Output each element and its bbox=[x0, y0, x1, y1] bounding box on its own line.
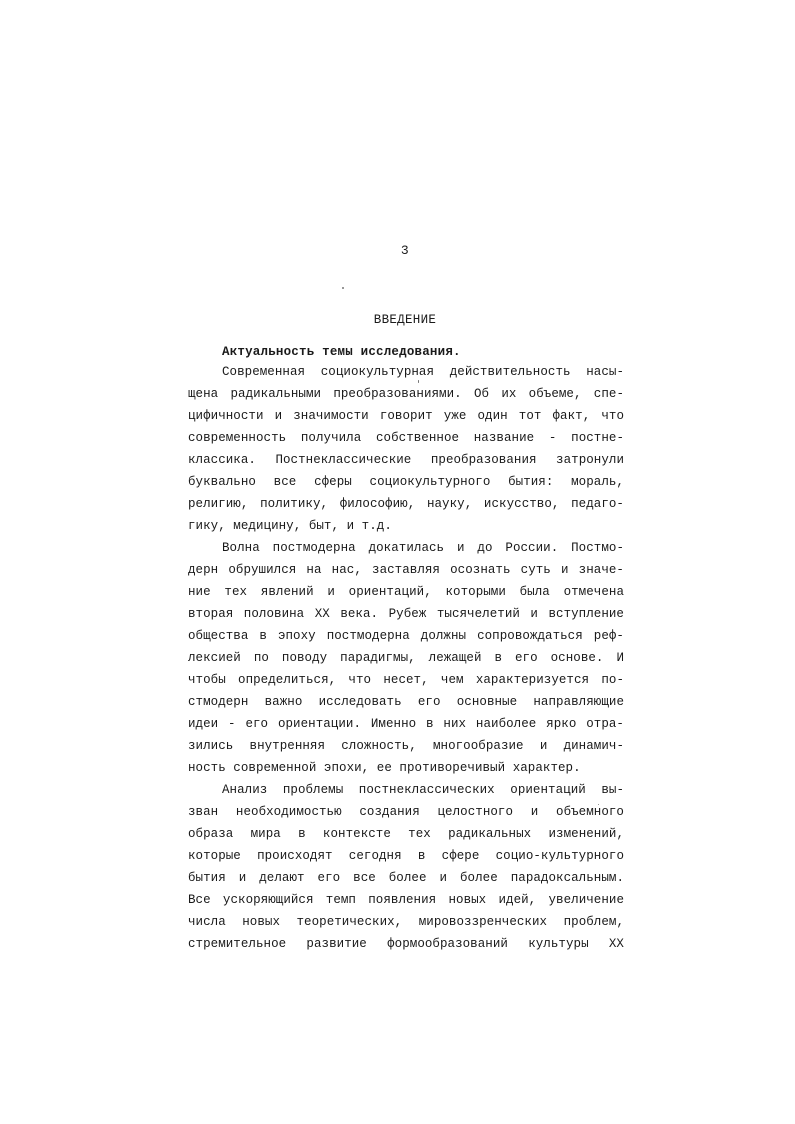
text-line: буквально все сферы социокультурного бытия: мораль, bbox=[188, 475, 624, 489]
text-line: стремительное развитие формообразований культуры XX bbox=[188, 937, 624, 951]
text-line: цифичности и значимости говорит уже один тот факт, что bbox=[188, 409, 624, 423]
text-line: классика. Постнеклассические преобразования затронули bbox=[188, 453, 624, 467]
text-line: религию, политику, философию, науку, искусство, педаго- bbox=[188, 497, 624, 511]
text-line: которые происходят сегодня в сфере социо-культурного bbox=[188, 849, 624, 863]
text-line: дерн обрушился на нас, заставляя осознать суть и значе- bbox=[188, 563, 624, 577]
text-line: современность получила собственное название - постне- bbox=[188, 431, 624, 445]
text-line: Волна постмодерна докатилась и до России. Постмо- bbox=[222, 541, 624, 555]
text-line: гику, медицину, быт, и т.д. bbox=[188, 519, 392, 533]
text-line: щена радикальными преобразованиями. Об их объеме, спе- bbox=[188, 387, 624, 401]
text-line: лексией по поводу парадигмы, лежащей в его основе. И bbox=[188, 651, 624, 665]
scan-speck bbox=[598, 804, 599, 805]
text-line: числа новых теоретических, мировоззренческих проблем, bbox=[188, 915, 624, 929]
text-line: стмодерн важно исследовать его основные направляющие bbox=[188, 695, 624, 709]
text-line: зились внутренняя сложность, многообразие и динамич- bbox=[188, 739, 624, 753]
text-line: общества в эпоху постмодерна должны сопровождаться реф- bbox=[188, 629, 624, 643]
subheading: Актуальность темы исследования. bbox=[222, 345, 461, 359]
text-line: Все ускоряющийся темп появления новых идей, увеличение bbox=[188, 893, 624, 907]
text-line: вторая половина XX века. Рубеж тысячелетий и вступление bbox=[188, 607, 624, 621]
scan-speck bbox=[342, 287, 344, 289]
text-line: бытия и делают его все более и более парадоксальным. bbox=[188, 871, 624, 885]
text-line: образа мира в контексте тех радикальных изменений, bbox=[188, 827, 624, 841]
text-line: чтобы определиться, что несет, чем характеризуется по- bbox=[188, 673, 624, 687]
text-line: Современная социокультурная действительность насы- bbox=[222, 365, 624, 379]
text-line: идеи - его ориентации. Именно в них наиболее ярко отра- bbox=[188, 717, 624, 731]
text-line: ность современной эпохи, ее противоречивый характер. bbox=[188, 761, 581, 775]
section-title: ВВЕДЕНИЕ bbox=[373, 313, 437, 327]
page-number: 3 bbox=[400, 243, 410, 258]
scan-speck bbox=[418, 380, 419, 383]
text-line: ние тех явлений и ориентаций, которыми была отмечена bbox=[188, 585, 624, 599]
text-line: зван необходимостью создания целостного и объемного bbox=[188, 805, 624, 819]
text-line: Анализ проблемы постнеклассических ориентаций вы- bbox=[222, 783, 624, 797]
